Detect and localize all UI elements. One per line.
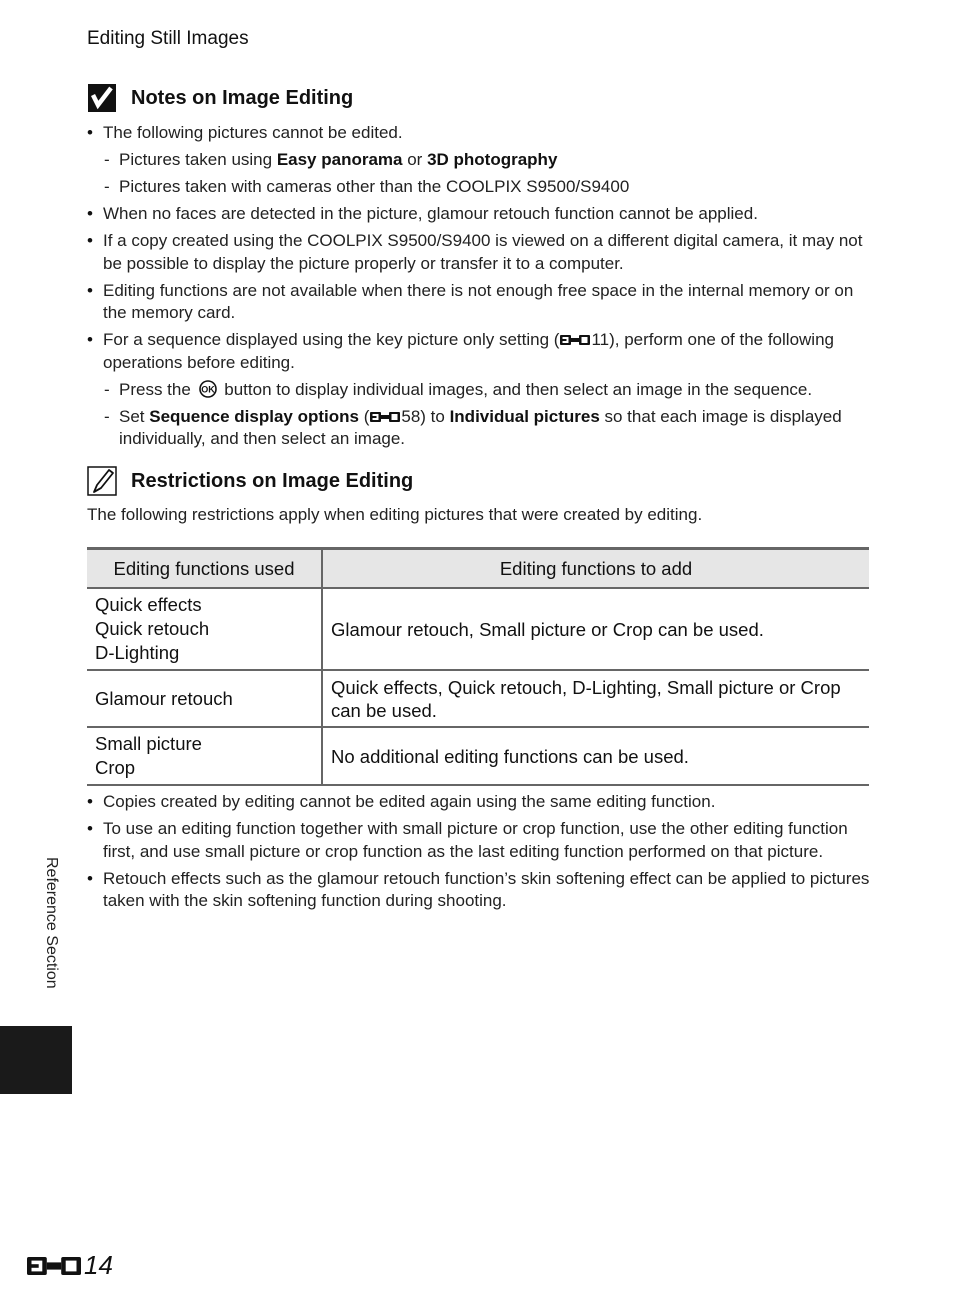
list-item [87, 122, 877, 145]
restrictions-list [87, 791, 877, 917]
table-cell-used [87, 727, 322, 785]
notes-list [87, 122, 877, 455]
running-header: Editing Still Images [87, 28, 249, 49]
reference-section-icon [370, 411, 400, 423]
list-item [87, 280, 877, 325]
item-text: Editing functions are not available when there is not enough free space in the internal memory or on the memory card. [103, 280, 854, 322]
item-text: Copies created by editing cannot be edited again using the same editing function. [103, 792, 716, 811]
list-item [87, 818, 877, 863]
list-item [87, 203, 877, 226]
table-cell-add: No additional editing functions can be used. [322, 727, 869, 785]
item-text: If a copy created using the COOLPIX S9500/S9400 is viewed on a different digital camera, it may not be possible to display the picture properly or transfer it to a computer. [103, 231, 863, 273]
ok-button-icon [199, 380, 217, 398]
list-item [87, 176, 877, 199]
cell-line: Crop [95, 757, 136, 778]
item-text: or [402, 150, 428, 169]
table-cell-add: Glamour retouch, Small picture or Crop can be used. [322, 588, 869, 670]
list-item [87, 379, 877, 402]
item-text: button to display individual images, and then select an image in the sequence. [219, 379, 813, 399]
page-number [27, 1250, 113, 1281]
item-text: ( [358, 406, 370, 426]
restrictions-intro: The following restrictions apply when editing pictures that were created by editing. [87, 505, 703, 524]
section-thumb-tab [0, 1026, 72, 1094]
item-text: For a sequence displayed using the key picture only setting ( [103, 330, 560, 349]
svg-text:OK: OK [200, 384, 215, 394]
notes-heading [87, 83, 353, 113]
mode-name: Easy panorama [276, 150, 403, 169]
list-item [87, 791, 877, 814]
item-text: To use an editing function together with small picture or crop function, use the other editing function first, and use small picture or crop function as the last editing function performed on that picture. [103, 819, 848, 861]
pencil-note-icon [87, 466, 117, 496]
table-row [87, 670, 869, 727]
restrictions-heading [87, 466, 413, 496]
item-text: so that each image is displayed individually, and then select an image. [119, 406, 842, 448]
menu-option-name: Sequence display options [149, 406, 359, 426]
list-item [87, 149, 877, 172]
cell-line: Quick retouch [95, 618, 210, 639]
cell-line: Glamour retouch [95, 687, 233, 709]
reference-section-icon [560, 334, 590, 346]
column-header: Editing functions used [87, 549, 322, 589]
item-text: Pictures taken using [119, 150, 277, 169]
item-text: When no faces are detected in the picture, glamour retouch function cannot be applied. [103, 204, 758, 223]
reference-section-icon [27, 1255, 81, 1277]
list-item [87, 868, 877, 913]
table-row [87, 588, 869, 670]
page-reference: 11 [591, 330, 610, 349]
cell-line: Quick effects [95, 594, 202, 615]
table-header-row [87, 549, 869, 589]
item-text: ), perform one of the following operations before editing. [103, 330, 834, 372]
column-header: Editing functions to add [322, 549, 869, 589]
list-item [87, 406, 877, 451]
mode-name: 3D photography [427, 150, 558, 169]
menu-option-name: Individual pictures [449, 406, 600, 426]
cell-line: Small picture [95, 733, 202, 754]
page-number-text: 14 [84, 1250, 113, 1280]
table-cell-used [87, 588, 322, 670]
table-row [87, 727, 869, 785]
list-item [87, 329, 877, 374]
section-side-label: Reference Section [43, 857, 60, 989]
list-item [87, 230, 877, 275]
table-cell-used [87, 670, 322, 727]
table-cell-add: Quick effects, Quick retouch, D-Lighting, Small picture or Crop can be used. [322, 670, 869, 727]
cell-line: D-Lighting [95, 642, 180, 663]
item-text: Retouch effects such as the glamour retouch function’s skin softening effect can be applied to pictures taken with the skin softening function during shooting. [103, 868, 870, 910]
restrictions-heading-text: Restrictions on Image Editing [131, 469, 414, 492]
item-text: The following pictures cannot be edited. [103, 123, 403, 142]
notes-heading-text: Notes on Image Editing [131, 86, 354, 109]
item-text: Press the [119, 379, 196, 399]
item-text: Set [119, 406, 150, 426]
item-text: Pictures taken with cameras other than the COOLPIX S9500/S9400 [119, 177, 630, 196]
checkmark-note-icon [87, 83, 117, 113]
restrictions-table [87, 547, 869, 786]
item-text: ) to [420, 406, 450, 426]
page-reference: 58 [401, 406, 421, 426]
